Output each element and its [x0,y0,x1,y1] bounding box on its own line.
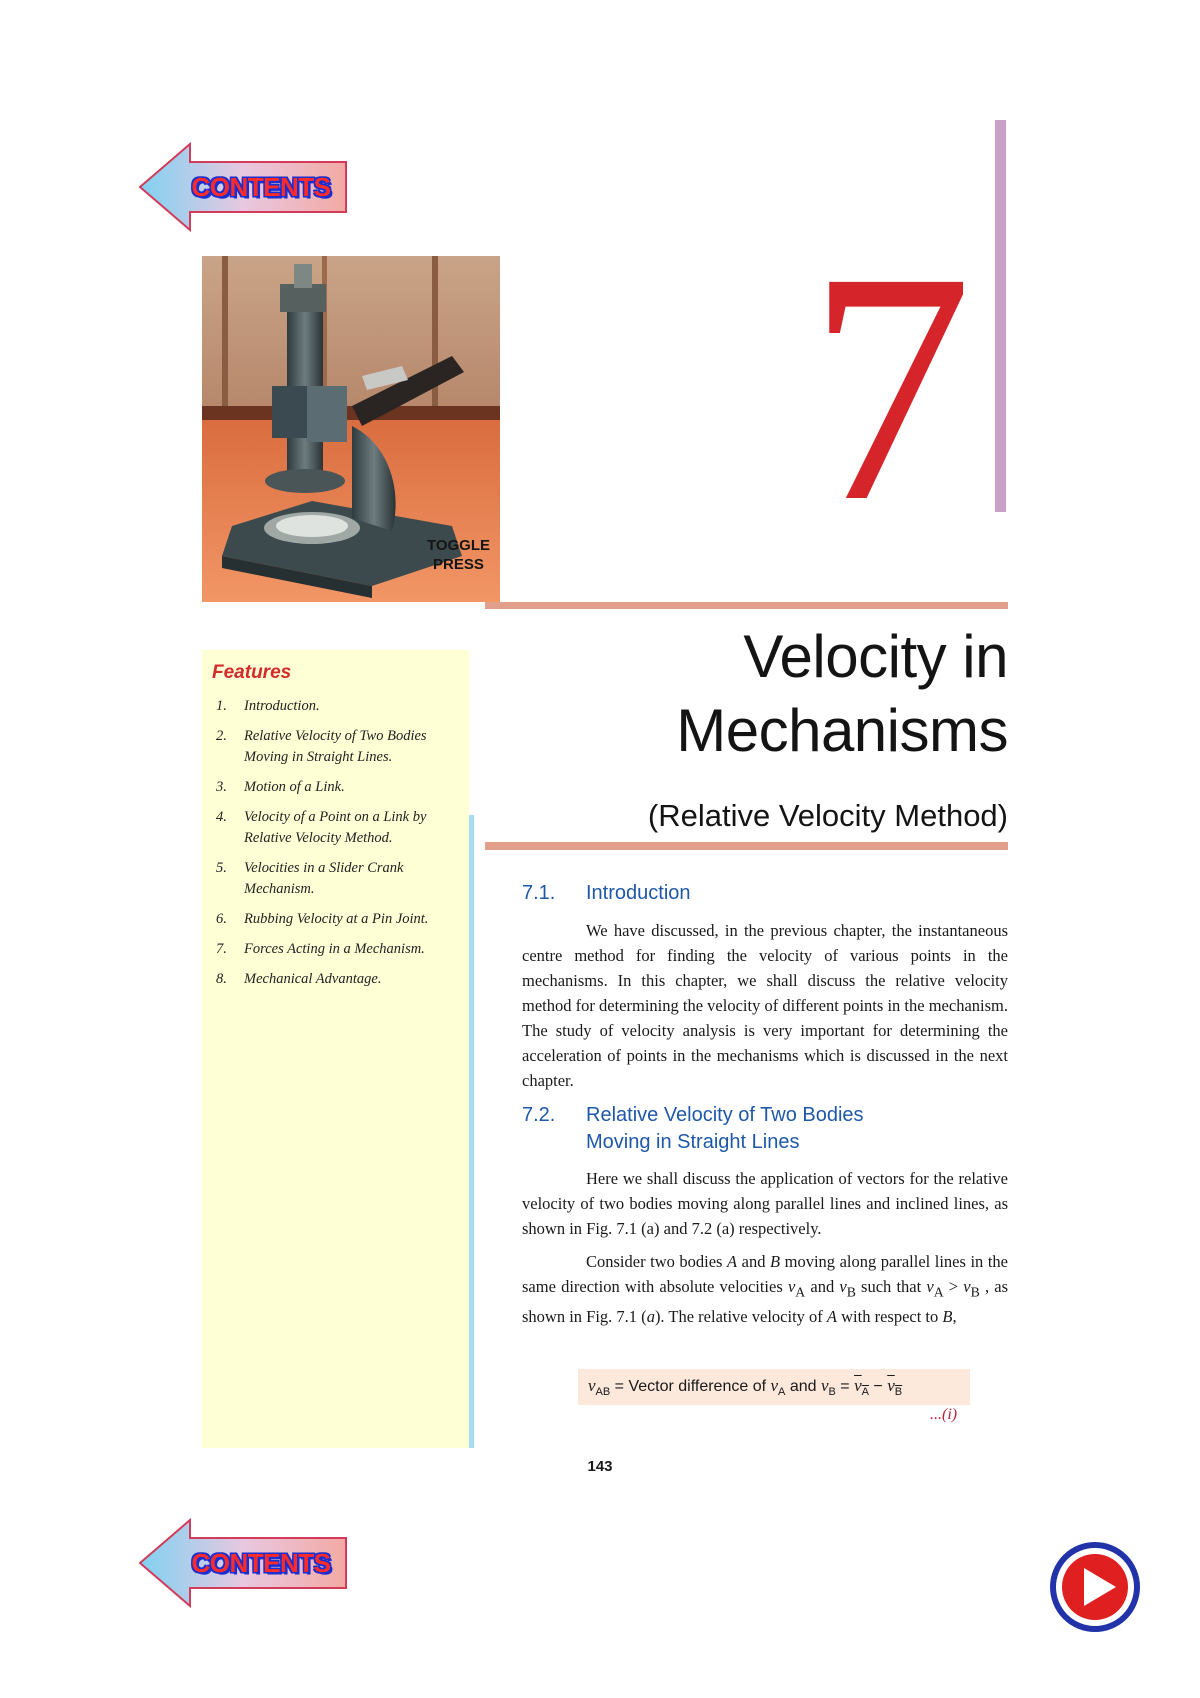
symbol-v: v [787,1277,796,1296]
contents-label: CONTENTS [191,171,331,202]
symbol-v: v [820,1375,829,1395]
list-item [216,909,461,930]
paragraph: Here we shall discuss the application of vectors for the relative velocity of two bodies moving along parallel lines and inclined lines, as shown in Fig. 7.1 (a) and 7.2 (a) respectively. [522,1169,1008,1238]
item-number: 1. [216,698,227,714]
item-text: Velocity of a Point on a Link by Relative Velocity Method. [244,809,427,846]
equation-text: − [868,1377,888,1395]
section-7-1-body [522,918,1008,1093]
title-rule-bottom [485,842,1008,850]
symbol-v: v [926,1277,934,1296]
list-item [216,777,461,798]
subscript: B [846,1284,856,1300]
section-number: 7.1. [522,882,556,904]
item-text: Mechanical Advantage. [244,971,382,987]
item-number: 3. [216,779,227,795]
section-number: 7.2. [522,1104,556,1126]
chapter-title-line2: Mechanisms [676,697,1008,764]
equation-text: = [835,1377,855,1395]
play-icon [1050,1542,1140,1632]
subscript: A [861,1386,869,1399]
text-run: and [805,1277,840,1296]
text-run: with respect to [837,1307,943,1327]
next-page-button[interactable] [1050,1542,1140,1632]
item-text: Rubbing Velocity at a Pin Joint. [244,911,429,927]
list-item [216,807,461,849]
section-heading-7-1 [522,880,1008,910]
chapter-number: 7 [807,205,973,570]
section-title [586,1102,1006,1156]
features-edge-bar [469,815,474,1448]
symbol-v: v [963,1277,971,1296]
list-item [216,696,461,717]
symbol-A: A [727,1252,738,1271]
item-number: 6. [216,911,227,927]
item-number: 4. [216,809,227,825]
text-run: , [952,1307,957,1327]
symbol-B: B [770,1252,781,1271]
subscript: B [828,1386,836,1399]
list-item [216,726,461,768]
equation-label: ...(i) [930,1406,958,1423]
subscript: A [795,1284,806,1300]
vector-vB [887,1375,903,1399]
photo-caption [427,536,490,574]
equation-text: = Vector difference of [610,1377,771,1395]
section-7-2-body [522,1166,1008,1329]
section-title-line1: Relative Velocity of Two Bodies [586,1104,864,1126]
symbol-v: v [854,1375,862,1395]
features-list [216,696,461,999]
text-run: and [737,1252,770,1271]
item-text: Motion of a Link. [244,779,345,795]
subscript: AB [595,1386,611,1399]
item-number: 5. [216,860,227,876]
list-item [216,939,461,960]
symbol-v: v [770,1375,779,1395]
subscript: B [894,1386,903,1399]
item-text: Forces Acting in a Mechanism. [244,941,425,957]
section-heading-7-2 [522,1102,1008,1158]
text-run: Consider two bodies [586,1252,728,1271]
text-run: ). The relative velocity of [654,1307,827,1327]
text-run: moving along parallel lines in the same direction with absolute velocities [522,1252,1008,1296]
chapter-title-line1: Velocity in [743,623,1008,690]
symbol-v: v [839,1277,847,1296]
photo-caption-line1: TOGGLE [426,537,490,554]
vector-vA [854,1375,869,1399]
contents-button-bottom[interactable] [138,1518,348,1608]
item-text: Velocities in a Slider Crank Mechanism. [244,860,404,897]
text-run: , as shown in Fig. 7.1 ( [522,1277,1008,1327]
item-text: Introduction. [244,698,320,714]
list-item [216,858,461,900]
item-text: Relative Velocity of Two Bodies Moving in Straight Lines. [244,728,427,765]
equation-text: and [785,1377,821,1395]
equation [588,1376,902,1398]
subscript: B [970,1284,980,1300]
subscript: A [778,1386,786,1399]
item-number: 7. [216,941,227,957]
section-title-line2: Moving in Straight Lines [586,1131,800,1153]
item-number: 8. [216,971,227,987]
paragraph [522,1249,1008,1329]
text-run: such that [855,1277,927,1296]
contents-button-top[interactable] [138,142,348,232]
text-run: > [943,1277,964,1296]
item-number: 2. [216,728,227,744]
symbol-A: A [826,1307,837,1327]
symbol-v: v [887,1375,895,1395]
paragraph: We have discussed, in the previous chapter, the instantaneous centre method for finding the velocity of various points in the mechanisms. In this chapter, we shall discuss the relative velocity method for determining the velocity of different points in the mechanism. The study of velocity analysis is very important for determining the acceleration of points in the mechanisms which is discussed in the next chapter. [522,921,1008,1090]
contents-label: CONTENTS [191,1547,331,1578]
equation-box [578,1369,970,1405]
chapter-accent-bar [995,120,1006,512]
photo-caption-line2: PRESS [433,556,484,573]
page-number: 143 [587,1458,613,1475]
symbol-B: B [942,1307,953,1327]
features-title: Features [212,662,292,683]
title-rule-top [485,602,1008,609]
chapter-title [520,620,1008,768]
toggle-press-photo [202,256,500,602]
list-item [216,969,461,990]
symbol-v: v [588,1375,596,1395]
subscript: A [933,1284,944,1300]
features-box [202,650,469,1448]
figure-ref: a [646,1307,655,1327]
section-title: Introduction [586,882,691,904]
chapter-subtitle: (Relative Velocity Method) [647,798,1008,833]
